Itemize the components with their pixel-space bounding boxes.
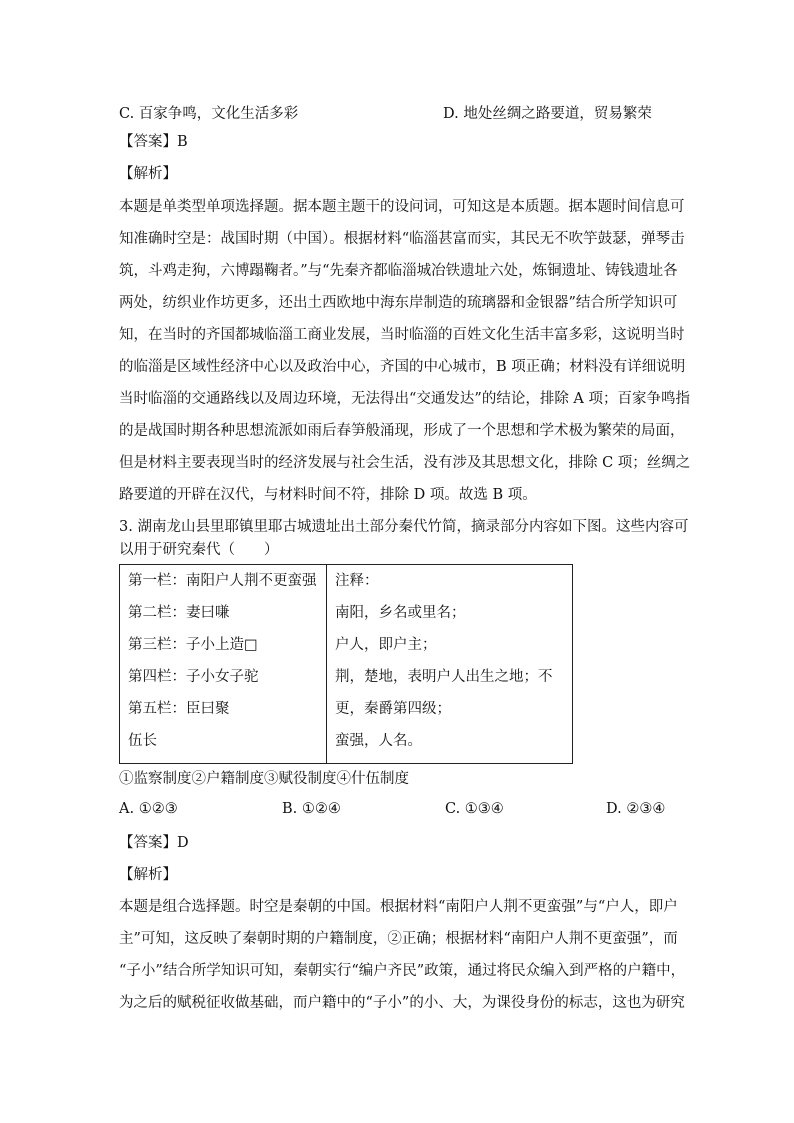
q3-stem-line: 3. 湖南龙山县里耶镇里耶古城遗址出土部分秦代竹简，摘录部分内容如下图。这些内容可 [119, 519, 689, 535]
q3-analysis-line: “子小”结合所学知识可知，秦朝实行“编户齐民”政策，通过将民众编入到严格的户籍中， [119, 963, 686, 979]
table-left-line: 第三栏：子小上造□ [128, 637, 258, 653]
q3-options-row [119, 801, 679, 821]
q3-table-right-cell [327, 565, 573, 764]
q2-analysis-line: 但是材料主要表现当时的经济发展与社会生活，没有涉及其思想文化，排除 C 项；丝绸之 [119, 455, 691, 471]
table-right-line: 注释： [335, 573, 379, 589]
table-left-line: 第四栏：子小女子驼 [128, 669, 259, 685]
q3-option-a: A. ①②③ [119, 801, 178, 817]
q2-answer: 【答案】B [119, 134, 188, 150]
q2-analysis-line: 路要道的开辟在汉代，与材料时间不符，排除 D 项。故选 B 项。 [119, 487, 537, 503]
q3-bamboo-slip-table [119, 564, 573, 764]
q3-analysis-line: 本题是组合选择题。时空是秦朝的中国。根据材料“南阳户人荆不更蛮强”与“户人，即户 [119, 899, 678, 915]
q2-analysis-line: 知准确时空是：战国时期（中国）。根据材料“临淄甚富而实，其民无不吹竽鼓瑟，弹琴击 [119, 231, 685, 247]
table-right-line: 户人，即户主； [335, 637, 437, 653]
q2-option-d: D. 地处丝绸之路要道，贸易繁荣 [443, 106, 652, 122]
table-left-line: 第一栏：南阳户人荆不更蛮强 [128, 573, 317, 589]
q3-analysis-line: 为之后的赋税征收做基础，而户籍中的“子小”的小、大，为课役身份的标志，这也为研究 [119, 995, 685, 1011]
q3-stem-line: 以用于研究秦代（ ） [119, 542, 279, 558]
q2-analysis-line: 当时临淄的交通路线以及周边环境，无法得出“交通发达”的结论，排除 A 项；百家争鸣指 [119, 391, 691, 407]
q2-analysis-line: 的是战国时期各种思想流派如雨后春笋般涌现，形成了一个思想和学术极为繁荣的局面， [119, 423, 685, 439]
q2-analysis-line: 的临淄是区域性经济中心以及政治中心，齐国的中心城市，B 项正确；材料没有详细说明 [119, 359, 686, 375]
q3-analysis-line: 主”可知，这反映了秦朝时期的户籍制度，②正确；根据材料“南阳户人荆不更蛮强”，而 [119, 931, 678, 947]
table-right-line: 荆，楚地，表明户人出生之地；不 [335, 669, 553, 685]
q3-option-b: B. ①②④ [282, 801, 341, 817]
table-right-line: 蛮强，人名。 [335, 733, 422, 749]
table-left-line: 第五栏：臣曰聚 [128, 701, 230, 717]
q3-items: ①监察制度②户籍制度③赋役制度④什伍制度 [119, 771, 409, 787]
q2-analysis-line: 本题是单类型单项选择题。据本题主题干的设问词，可知这是本质题。据本题时间信息可 [119, 199, 685, 215]
q3-analysis-label: 【解析】 [119, 867, 177, 883]
q2-option-c: C. 百家争鸣，文化生活多彩 [119, 106, 299, 122]
table-left-line: 伍长 [128, 733, 157, 749]
table-left-line: 第二栏：妻曰嗛 [128, 605, 230, 621]
table-right-line: 南阳，乡名或里名； [335, 605, 466, 621]
q3-option-d: D. ②③④ [606, 801, 666, 817]
q2-analysis-line: 知，在当时的齐国都城临淄工商业发展，当时临淄的百姓文化生活丰富多彩，这说明当时 [119, 327, 685, 343]
q3-table-left-cell [120, 565, 327, 764]
q3-answer: 【答案】D [119, 835, 189, 851]
table-right-line: 更，秦爵第四级； [335, 701, 451, 717]
q2-analysis-line: 筑，斗鸡走狗，六博蹋鞠者。”与“先秦齐都临淄城冶铁遗址六处，炼铜遗址、铸钱遗址各 [119, 263, 678, 279]
q3-option-c: C. ①③④ [445, 801, 504, 817]
q2-analysis-line: 两处，纺织业作坊更多，还出土西欧地中海东岸制造的琉璃器和金银器”结合所学知识可 [119, 295, 678, 311]
q2-options-row [119, 102, 679, 122]
q2-analysis-label: 【解析】 [119, 166, 177, 182]
